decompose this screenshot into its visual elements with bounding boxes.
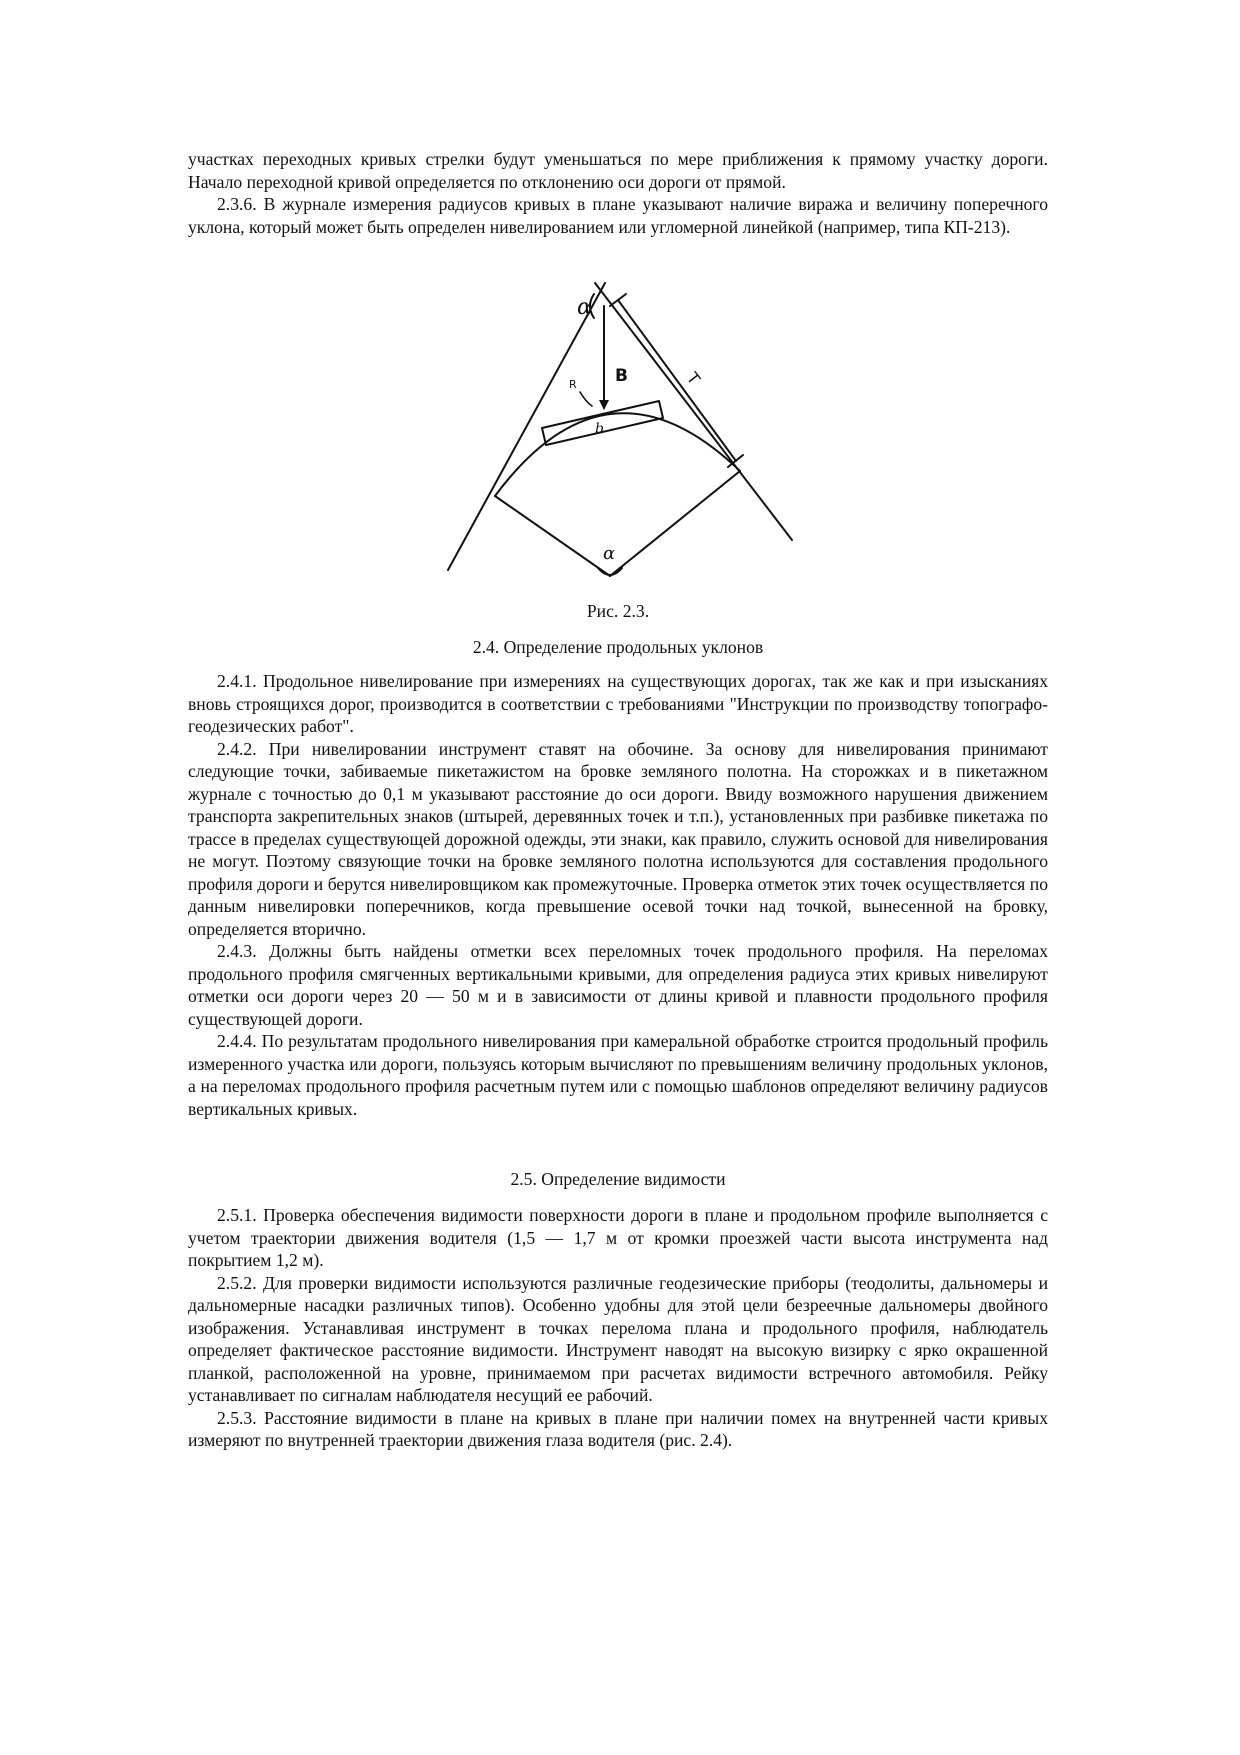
section-heading-2-4: 2.4. Определение продольных уклонов bbox=[472, 637, 764, 657]
figure-2-3 bbox=[440, 278, 800, 580]
t-dimension-tick-top bbox=[610, 294, 626, 306]
paragraph-2-5-2: 2.5.2. Для проверки видимости используются различные геодезические приборы (теодолиты, дальномеры и дальномерные насадки различных типов). Особенно удобны для этой цели безреечные дальномеры двойного изображения. Устанавливая инструмент в точках перелома плана и продольного профиля, наблюдатель определяет фактическое расстояние видимости. Инструмент наводят на высокую визирку с ярко окрашенной планкой, расположенной на уровне, принимаемом при расчетах видимости встречного автомобиля. Рейку устанавливает по сигналам наблюдателя несущий ее рабочий. bbox=[188, 1272, 1048, 1405]
paragraph-2-5-1: 2.5.1. Проверка обеспечения видимости поверхности дороги в плане и продольном профиле выполняется с учетом траектории движения водителя (1,5 — 1,7 м от кромки проезжей части высота инструмента над покрытием 1,2 м). bbox=[188, 1205, 1048, 1270]
paragraph-2-5-3: 2.5.3. Расстояние видимости в плане на кривых в плане при наличии помех на внутренней части кривых измеряют по внутренней траектории движения глаза водителя (рис. 2.4). bbox=[188, 1407, 1048, 1450]
right-tangent-line bbox=[595, 283, 792, 540]
label-b-upper: B bbox=[615, 366, 628, 386]
left-tangent-line bbox=[448, 283, 605, 570]
label-alpha-bottom: α bbox=[603, 543, 616, 564]
top-text-block bbox=[188, 148, 1048, 238]
label-b-chord: b bbox=[595, 421, 604, 437]
section-2-4-text bbox=[188, 670, 1048, 1120]
bisector-arrowhead bbox=[599, 400, 609, 410]
small-radius-marker bbox=[580, 392, 592, 406]
paragraph-2-3-6: 2.3.6. В журнале измерения радиусов кривых в плане указывают наличие виража и величину поперечного уклона, который может быть определен нивелированием или угломерной линейкой (например, типа КП-213). bbox=[188, 194, 1048, 237]
figure-caption: Рис. 2.3. bbox=[586, 601, 650, 621]
left-radius-line bbox=[495, 496, 610, 576]
curve-diagram bbox=[440, 278, 800, 580]
label-r-small: R bbox=[569, 378, 577, 391]
label-t-side: T bbox=[682, 368, 704, 389]
paragraph-2-4-3: 2.4.3. Должны быть найдены отметки всех переломных точек продольного профиля. На переломах продольного профиля смягченных вертикальными кривыми, для определения радиуса этих кривых нивелируют отметки оси дороги через 20 — 50 м и в зависимости от длины кривой и плавности продольного профиля существующей дороги. bbox=[188, 941, 1048, 1029]
label-alpha-top: α bbox=[577, 295, 592, 320]
section-2-5-text bbox=[188, 1204, 1048, 1452]
section-heading-2-5: 2.5. Определение видимости bbox=[510, 1169, 726, 1189]
paragraph-2-4-1: 2.4.1. Продольное нивелирование при измерениях на существующих дорогах, так же как и при изысканиях вновь строящихся дорог, производится в соответствии с требованиями "Инструкции по производству топографо-геодезических работ". bbox=[188, 671, 1048, 736]
paragraph-continuation: участках переходных кривых стрелки будут уменьшаться по мере приближения к прямому участку дороги. Начало переходной кривой определяется по отклонению оси дороги от прямой. bbox=[188, 149, 1048, 192]
paragraph-2-4-2: 2.4.2. При нивелировании инструмент ставят на обочине. За основу для нивелирования принимают следующие точки, забиваемые пикетажистом на бровке земляного полотна. На сторожках и в пикетажном журнале с точностью до 0,1 м указывают расстояние до оси дороги. Ввиду возможного нарушения движением транспорта закрепительных знаков (штырей, деревянных точек и т.п.), установленных при разбивке пикетажа по трассе в пределах существующей дорожной одежды, эти знаки, как правило, служить основой для нивелирования не могут. Поэтому связующие точки на бровке земляного полотна используются для составления продольного профиля дороги и берутся нивелировщиком как промежуточные. Проверка отметок этих точек осуществляется по данным нивелировки поперечников, когда превышение осевой точки над точкой, вынесенной на бровку, определяется вторично. bbox=[188, 738, 1048, 939]
t-dimension-line bbox=[618, 300, 736, 461]
paragraph-2-4-4: 2.4.4. По результатам продольного нивелирования при камеральной обработке строится продольный профиль измеренного участка или дороги, пользуясь которым вычисляют по превышениям величину продольных уклонов, а на переломах продольного профиля расчетным путем или с помощью шаблонов определяют величину радиусов вертикальных кривых. bbox=[188, 1031, 1048, 1119]
right-radius-line bbox=[610, 471, 740, 576]
